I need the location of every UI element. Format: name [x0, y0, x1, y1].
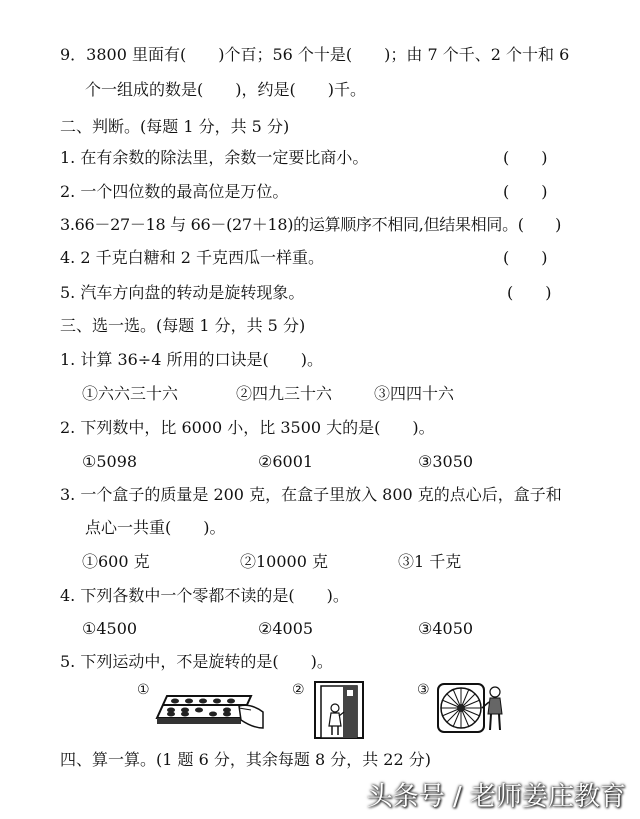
judge-answer-2[interactable]: ( ): [503, 182, 548, 201]
choice-q2-option-1[interactable]: ①5098: [82, 452, 138, 471]
judge-item-2: 2. 一个四位数的最高位是万位。: [60, 182, 289, 201]
choice-q1-option-2[interactable]: ②四九三十六: [236, 384, 333, 403]
section2-heading: 二、判断。(每题 1 分，共 5 分): [60, 117, 290, 136]
watermark: 头条号 / 老师姜庄教育: [366, 782, 626, 812]
judge-item-4: 4. 2 千克白糖和 2 千克西瓜一样重。: [60, 248, 324, 267]
choice-q4-option-2[interactable]: ②4005: [258, 619, 314, 638]
choice-q1-stem: 1. 计算 36÷4 所用的口诀是( )。: [60, 350, 323, 369]
judge-item-3: 3.66－27－18 与 66－(27＋18)的运算顺序不相同,但结果相同。( ): [60, 215, 562, 234]
judge-answer-4[interactable]: ( ): [503, 248, 548, 267]
choice-q3-option-1[interactable]: ①600 克: [82, 552, 150, 571]
choice-q2-option-3[interactable]: ③3050: [418, 452, 474, 471]
choice-q5-label-2: ②: [292, 682, 305, 698]
fan-picture[interactable]: [436, 680, 508, 742]
choice-q3-option-2[interactable]: ②10000 克: [240, 552, 328, 571]
choice-q5-label-3: ③: [417, 682, 430, 698]
door-picture[interactable]: [313, 680, 365, 744]
q9-line1: 9．3800 里面有( )个百；56 个十是( )；由 7 个千、2 个十和 6: [60, 45, 570, 64]
choice-q5-label-1: ①: [137, 682, 150, 698]
judge-answer-5[interactable]: ( ): [507, 283, 552, 302]
section4-heading: 四、算一算。(1 题 6 分，其余每题 8 分，共 22 分): [60, 750, 431, 769]
choice-q4-stem: 4. 下列各数中一个零都不读的是( )。: [60, 586, 349, 605]
abacus-picture[interactable]: [155, 688, 265, 736]
choice-q3-stem-line2: 点心一共重( )。: [85, 518, 226, 537]
choice-q2-option-2[interactable]: ②6001: [258, 452, 314, 471]
choice-q2-stem: 2. 下列数中，比 6000 小，比 3500 大的是( )。: [60, 418, 435, 437]
choice-q5-stem: 5. 下列运动中，不是旋转的是( )。: [60, 652, 333, 671]
judge-answer-1[interactable]: ( ): [503, 148, 548, 167]
judge-item-1: 1. 在有余数的除法里，余数一定要比商小。: [60, 148, 369, 167]
section3-heading: 三、选一选。(每题 1 分，共 5 分): [60, 316, 306, 335]
choice-q3-stem-line1: 3. 一个盒子的质量是 200 克，在盒子里放入 800 克的点心后，盒子和: [60, 485, 562, 504]
choice-q4-option-1[interactable]: ①4500: [82, 619, 138, 638]
judge-item-5: 5. 汽车方向盘的转动是旋转现象。: [60, 283, 305, 302]
choice-q4-option-3[interactable]: ③4050: [418, 619, 474, 638]
choice-q1-option-1[interactable]: ①六六三十六: [82, 384, 179, 403]
q9-line2: 个一组成的数是( )，约是( )千。: [85, 80, 366, 99]
choice-q1-option-3[interactable]: ③四四十六: [374, 384, 455, 403]
choice-q3-option-3[interactable]: ③1 千克: [398, 552, 462, 571]
